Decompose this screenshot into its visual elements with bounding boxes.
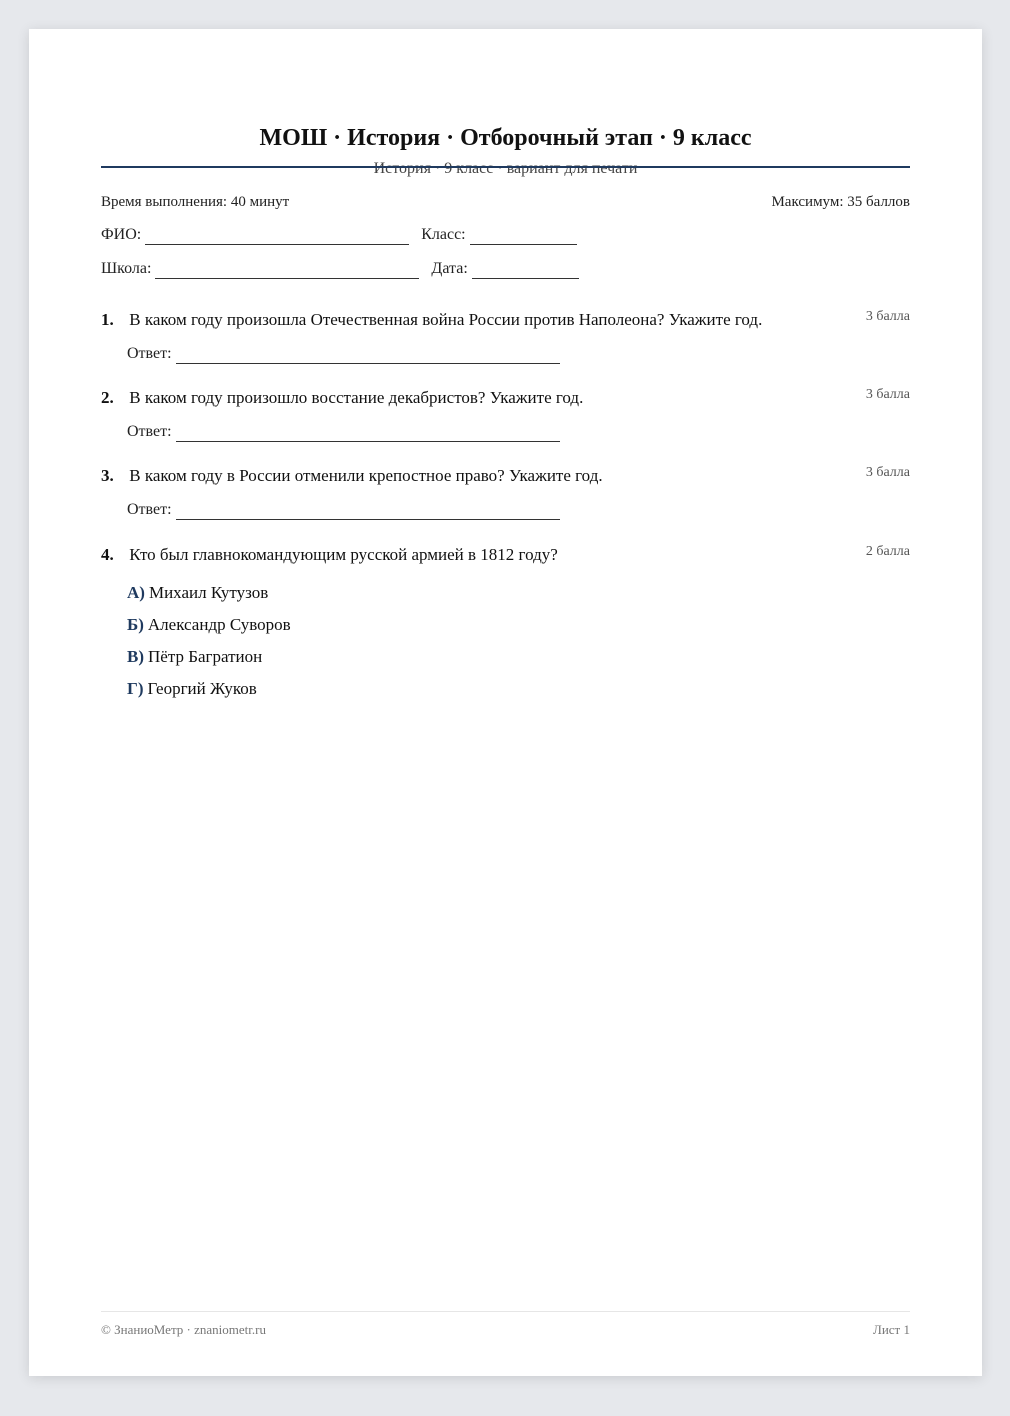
question-1 [101, 309, 910, 364]
option-text: Александр Суворов [147, 615, 291, 634]
page-title: МОШ · История · Отборочный этап · 9 класс [259, 125, 752, 151]
school-blank [155, 264, 419, 279]
question-points: 3 балла [865, 387, 910, 402]
date-label: Дата: [431, 260, 468, 277]
question-text: Кто был главнокомандующим русской армией в 1812 году? [129, 545, 558, 564]
question-text: В каком году произошло восстание декабристов? Укажите год. [129, 388, 584, 407]
option-letter: А) [127, 583, 145, 602]
option-letter: В) [127, 647, 144, 666]
answer-label: Ответ: [127, 423, 172, 440]
question-text: В каком году в России отменили крепостное право? Укажите год. [129, 466, 603, 485]
class-label: Класс: [421, 226, 466, 243]
question-points: 2 балла [865, 544, 910, 559]
option-letter: Б) [127, 615, 144, 634]
answer-blank [176, 505, 560, 520]
question-4 [101, 544, 910, 710]
answer-label: Ответ: [127, 501, 172, 518]
answer-line [127, 500, 910, 520]
school-date-row [101, 259, 591, 279]
answer-line [127, 422, 910, 442]
option-text: Георгий Жуков [147, 679, 257, 698]
option-c [127, 646, 910, 668]
question-2 [101, 387, 910, 442]
footer-divider [101, 1311, 910, 1312]
option-a [127, 582, 910, 604]
time-limit: Время выполнения: 40 минут [101, 194, 290, 210]
question-number: 2. [101, 388, 114, 407]
class-blank [470, 230, 577, 245]
answer-blank [176, 427, 560, 442]
option-letter: Г) [127, 679, 144, 698]
header-divider [101, 166, 910, 168]
question-points: 3 балла [865, 465, 910, 480]
answer-line [127, 344, 910, 364]
fio-blank [145, 230, 409, 245]
option-b [127, 614, 910, 636]
option-text: Пётр Багратион [148, 647, 263, 666]
footer-copyright: © ЗнаниоМетр · znaniometr.ru [101, 1322, 266, 1337]
date-blank [472, 264, 579, 279]
answer-options [127, 582, 910, 700]
fio-label: ФИО: [101, 226, 142, 243]
answer-blank [176, 349, 560, 364]
footer-page-number: Лист 1 [873, 1322, 910, 1337]
answer-label: Ответ: [127, 345, 172, 362]
option-d [127, 678, 910, 700]
page-subtitle: История · 9 класс · вариант для печати [373, 160, 638, 177]
fio-class-row [101, 225, 589, 245]
question-number: 3. [101, 466, 114, 485]
exam-sheet [29, 29, 982, 1376]
max-score: Максимум: 35 баллов [771, 194, 910, 210]
question-points: 3 балла [865, 309, 910, 324]
question-number: 1. [101, 310, 114, 329]
option-text: Михаил Кутузов [148, 583, 269, 602]
question-number: 4. [101, 545, 114, 564]
school-label: Школа: [101, 260, 152, 277]
question-3 [101, 465, 910, 520]
question-text: В каком году произошла Отечественная война России против Наполеона? Укажите год. [129, 310, 763, 329]
